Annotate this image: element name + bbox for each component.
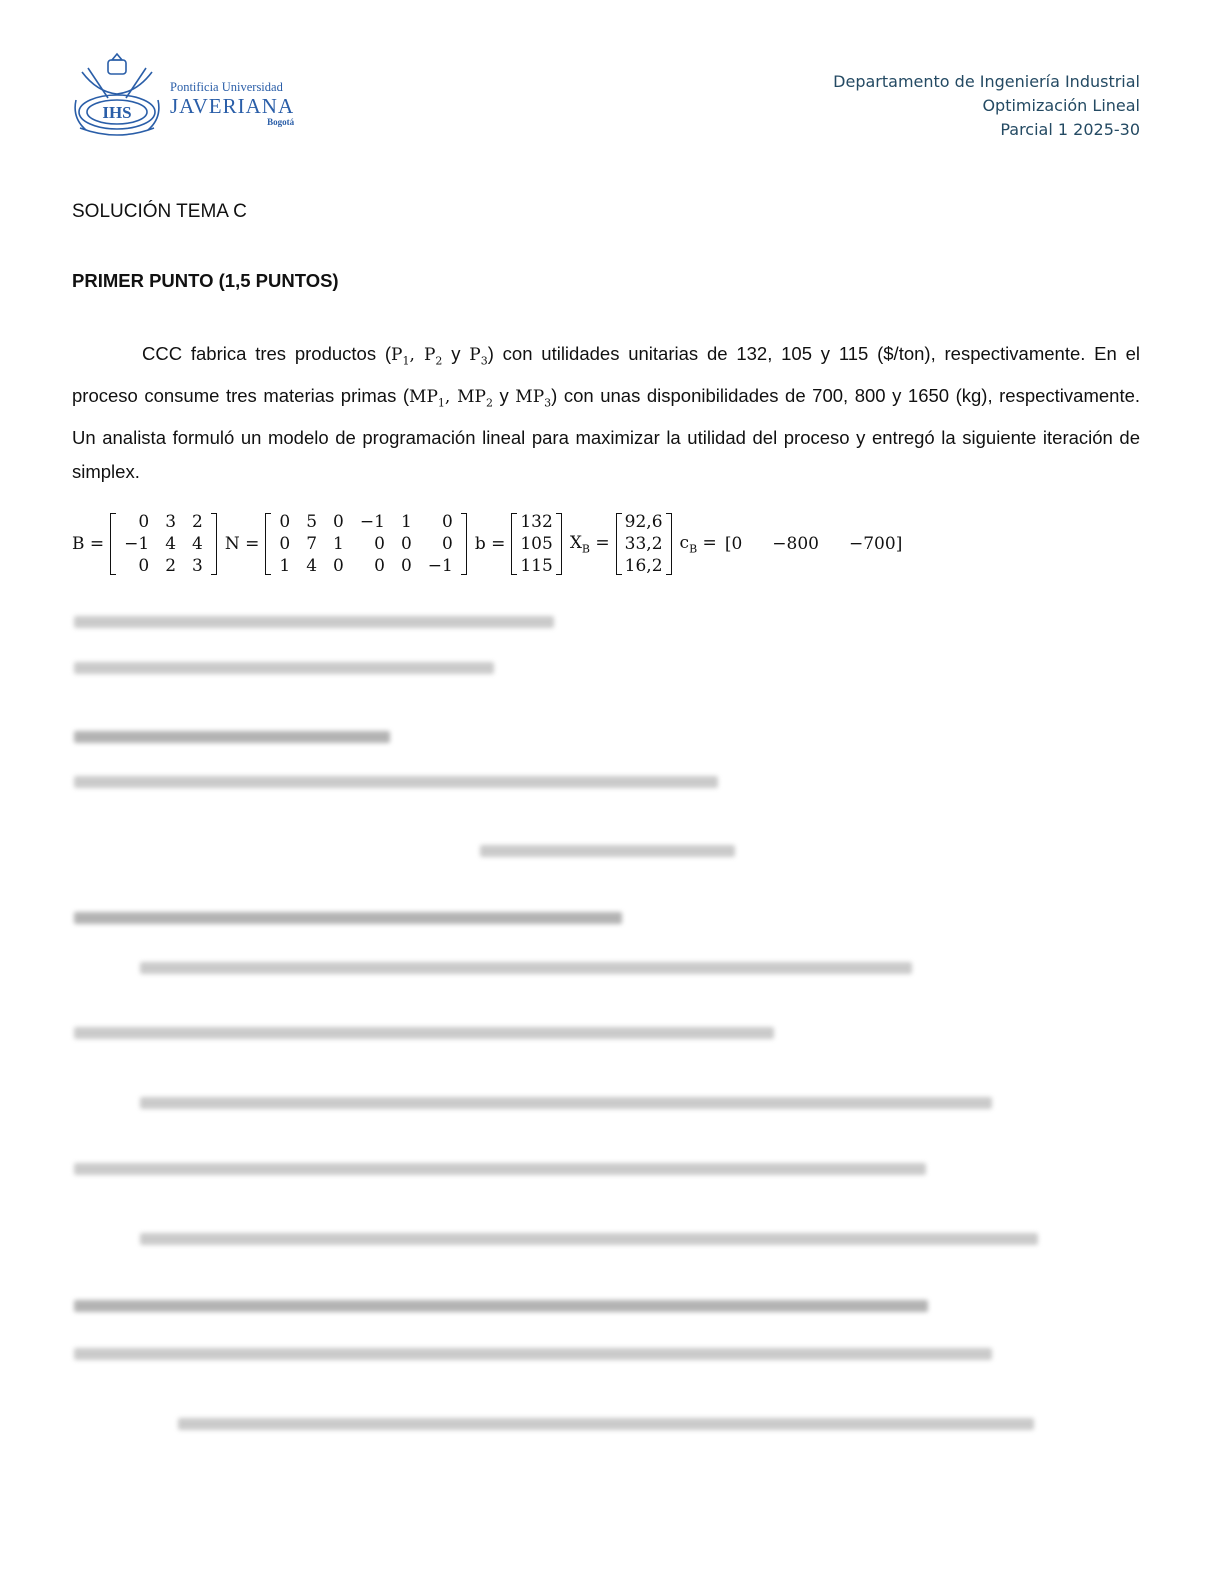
logo-line-1: Pontificia Universidad <box>170 80 283 94</box>
simplex-iteration-equations <box>72 508 902 580</box>
matrix-cell: 4 <box>192 534 203 554</box>
vector-entry: 0 <box>731 534 743 554</box>
vector-entry: 132 <box>520 512 553 532</box>
matrix-B-label: B = <box>72 534 105 554</box>
university-crest-icon <box>70 50 165 142</box>
matrix-cell: 0 <box>279 512 291 532</box>
matrix-cell: 0 <box>400 534 412 554</box>
matrix-cell: −1 <box>359 512 385 532</box>
vector-cb-label: $c_B$ = <box>679 532 717 556</box>
matrix-cell: 0 <box>138 556 150 576</box>
matrix-cell: −1 <box>124 534 150 554</box>
matrix-N <box>265 511 466 577</box>
vector-entry: 16,2 <box>624 556 663 576</box>
vector-cb <box>725 534 903 554</box>
matrix-cell: 0 <box>374 556 385 576</box>
matrix-cell: 3 <box>165 512 177 532</box>
vector-xb-label: $X_B$ = <box>569 532 610 556</box>
department-name: Departamento de Ingeniería Industrial <box>833 72 1140 91</box>
matrix-cell: 0 <box>442 512 453 532</box>
vector-entry: 33,2 <box>624 534 663 554</box>
problem-statement: CCC fabrica tres productos ($P_1$, $P_2$ y $P_3$) con utilidades unitarias de 132, 105 y 115 ($/ton), respectivamente. En el proceso consume tres materias primas ($MP_1$, $MP_2$ y $MP_3$) con unas disponibilidades de 700, 800 y 1650 (kg), respectivamente. Un analista formuló un modelo de programación lineal para maximizar la utilidad del proceso y entregó la siguiente iteración de simplex. <box>72 343 1141 483</box>
logo-line-2: JAVERIANA <box>170 94 295 118</box>
matrix-cell: 0 <box>138 512 150 532</box>
matrix-cell: 0 <box>279 534 291 554</box>
vector-entry: 115 <box>520 556 553 576</box>
matrix-cell: 4 <box>306 556 318 576</box>
vector-b <box>511 511 561 577</box>
exam-name: Parcial 1 2025-30 <box>1000 120 1140 139</box>
university-logo <box>70 50 310 142</box>
matrix-cell: 4 <box>165 534 177 554</box>
matrix-cell: 0 <box>333 556 344 576</box>
matrix-N-label: N = <box>224 534 260 554</box>
matrix-cell: 1 <box>400 512 412 532</box>
document-header <box>833 70 1140 142</box>
bracket-close: ] <box>895 534 903 554</box>
matrix-cell: 0 <box>442 534 453 554</box>
matrix-cell: −1 <box>427 556 453 576</box>
matrix-B <box>110 511 217 577</box>
course-name: Optimización Lineal <box>982 96 1140 115</box>
matrix-cell: 7 <box>306 534 318 554</box>
vector-entry: −800 <box>772 534 819 554</box>
vector-b-label: b = <box>474 534 506 554</box>
emblem-text: IHS <box>102 103 132 122</box>
document-title: SOLUCIÓN TEMA C <box>72 201 247 222</box>
section-heading: PRIMER PUNTO (1,5 PUNTOS) <box>72 270 339 291</box>
matrix-cell: 5 <box>306 512 318 532</box>
matrix-cell: 0 <box>374 534 385 554</box>
matrix-cell: 0 <box>333 512 344 532</box>
vector-entry: 105 <box>520 534 553 554</box>
matrix-cell: 1 <box>333 534 344 554</box>
bracket-open: [ <box>724 534 732 554</box>
logo-line-3: Bogotá <box>267 117 295 127</box>
vector-entry: −700 <box>848 534 896 554</box>
vector-xb <box>616 511 672 577</box>
matrix-cell: 3 <box>192 556 203 576</box>
matrix-cell: 1 <box>279 556 291 576</box>
matrix-cell: 2 <box>192 512 203 532</box>
vector-entry: 92,6 <box>624 512 663 532</box>
matrix-cell: 2 <box>165 556 177 576</box>
matrix-cell: 0 <box>400 556 412 576</box>
